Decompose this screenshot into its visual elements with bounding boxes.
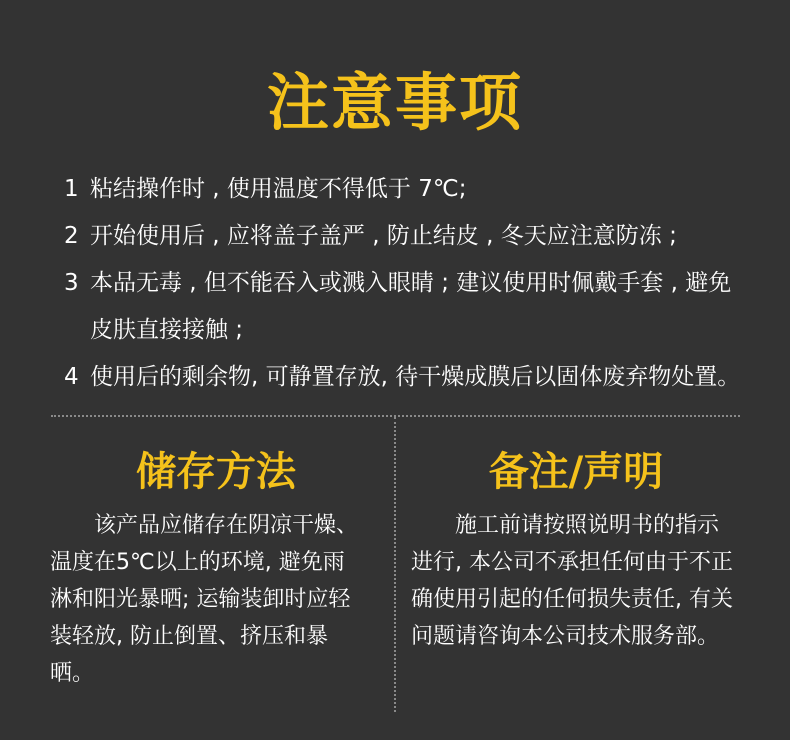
storage-body: 该产品应储存在阴凉干燥、温度在5℃以上的环境, 避免雨淋和阳光暴晒; 运输装卸时应轻装轻放, 防止倒置、挤压和暴晒。 [50,513,359,686]
note-text: 使用后的剩余物, 可静置存放, 待干燥成膜后以固体废弃物处置。 [90,364,741,390]
notes-list [64,166,754,401]
note-number: 4 [64,364,79,390]
note-text: 本品无毒 , 但不能吞入或溅入眼睛 ; 建议使用时佩戴手套 , 避免皮肤直接接触 ; [90,270,732,343]
remarks-body: 施工前请按照说明书的指示进行, 本公司不承担任何由于不正确使用引起的任何损失责任, 有关问题请咨询本公司技术服务部。 [411,513,733,649]
note-item [64,213,754,260]
note-number: 1 [64,176,79,202]
note-number: 3 [64,270,79,296]
note-item [64,166,754,213]
note-text: 粘结操作时 , 使用温度不得低于 7℃; [90,176,467,202]
note-item [64,260,754,354]
page-title: 注意事项 [266,66,523,139]
remarks-title: 备注/声明 [488,449,664,495]
note-item [64,354,754,401]
storage-title: 储存方法 [136,449,296,495]
note-text: 开始使用后 , 应将盖子盖严 , 防止结皮 , 冬天应注意防冻 ; [90,223,677,249]
note-number: 2 [64,223,79,249]
vertical-divider [394,417,396,712]
